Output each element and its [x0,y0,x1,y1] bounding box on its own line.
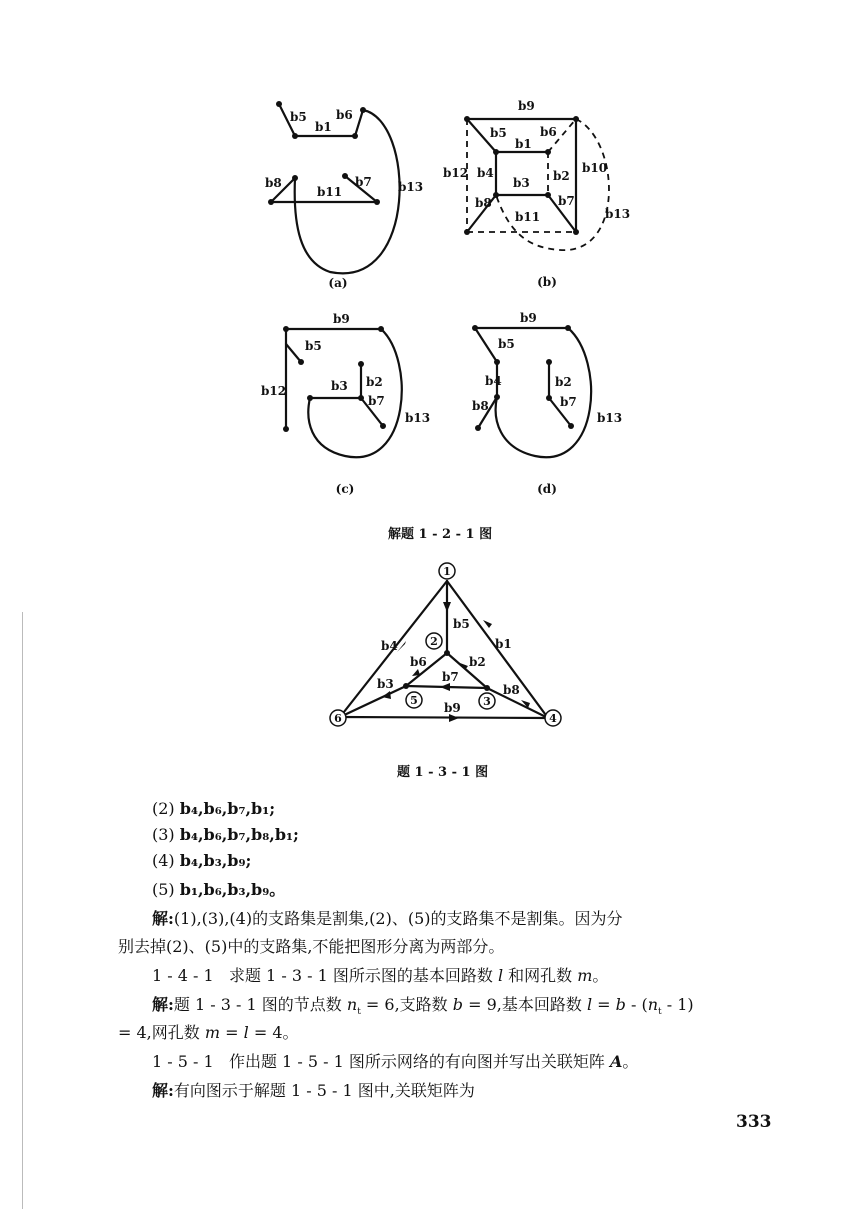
answer-line-4: (4) b₄,b₃,b₉; [152,851,252,870]
svg-text:b8: b8 [472,399,489,413]
solution-1-4-1-cont: = 4,网孔数 m = l = 4。 [118,1023,299,1042]
panel-label-b: (b) [537,275,557,289]
svg-text:b6: b6 [540,125,557,139]
svg-text:b11: b11 [317,185,343,199]
svg-text:b1: b1 [515,137,532,151]
node-2: 2 [430,635,438,648]
answer-line-3: (3) b₄,b₆,b₇,b₈,b₁; [152,825,299,844]
svg-text:b8: b8 [265,176,282,190]
svg-text:b13: b13 [398,180,424,194]
svg-text:b13: b13 [597,411,623,425]
answer-line-5: (5) b₁,b₆,b₃,b₉。 [152,880,286,899]
svg-text:b5: b5 [453,617,470,631]
svg-text:b1: b1 [315,120,332,134]
problem-1-5-1: 1 - 5 - 1 作出题 1 - 5 - 1 图所示网络的有向图并写出关联矩阵 A。 [152,1052,639,1071]
solution-1-5-1: 解:有向图示于解题 1 - 5 - 1 图中,关联矩阵为 [152,1081,475,1100]
svg-text:b9: b9 [444,701,461,715]
svg-text:b4: b4 [477,166,494,180]
svg-text:b2: b2 [469,655,486,669]
svg-text:b9: b9 [333,312,350,326]
solution-1-4-1: 解:题 1 - 3 - 1 图的节点数 $n_t = 6$,支路数 b = 9,基本回路数 $l = b - (n_t - 1)$ [152,995,694,1018]
svg-text:b10: b10 [582,161,608,175]
svg-text:b12: b12 [443,166,469,180]
svg-text:b9: b9 [520,311,537,325]
svg-text:b11: b11 [515,210,541,224]
figure-caption-1-3-1: 题 1 - 3 - 1 图 [397,765,489,780]
svg-text:b1: b1 [495,637,512,651]
svg-text:b12: b12 [261,384,287,398]
panel-label-a: (a) [328,276,348,290]
svg-text:b7: b7 [558,194,575,208]
svg-text:b7: b7 [442,670,459,684]
solution-paragraph-1-cont: 别去掉(2)、(5)中的支路集,不能把图形分离为两部分。 [118,937,505,956]
panel-label-d: (d) [537,482,557,496]
answer-line-2: (2) b₄,b₆,b₇,b₁; [152,799,276,818]
node-3: 3 [483,695,491,708]
node-4: 4 [549,712,557,725]
svg-text:b5: b5 [305,339,322,353]
solution-paragraph-1: 解:(1),(3),(4)的支路集是割集,(2)、(5)的支路集不是割集。因为分 [152,909,623,928]
panel-label-c: (c) [335,482,355,496]
svg-text:b7: b7 [560,395,577,409]
svg-text:b7: b7 [355,175,372,189]
svg-text:b3: b3 [331,379,348,393]
svg-text:b13: b13 [605,207,631,221]
svg-text:b8: b8 [475,196,492,210]
svg-text:b4: b4 [485,374,502,388]
svg-text:b5: b5 [290,110,307,124]
svg-text:b5: b5 [490,126,507,140]
svg-text:b3: b3 [513,176,530,190]
node-1: 1 [443,565,451,578]
svg-text:b3: b3 [377,677,394,691]
svg-text:b5: b5 [498,337,515,351]
svg-text:b8: b8 [503,683,520,697]
svg-text:b2: b2 [555,375,572,389]
svg-text:b6: b6 [336,108,353,122]
page-number: 333 [736,1112,772,1132]
node-5: 5 [410,694,418,707]
node-6: 6 [334,712,342,725]
svg-text:b4: b4 [381,639,398,653]
svg-text:b2: b2 [553,169,570,183]
problem-1-4-1: 1 - 4 - 1 求题 1 - 3 - 1 图所示图的基本回路数 l 和网孔数 m。 [152,966,609,985]
svg-text:b9: b9 [518,99,535,113]
svg-text:b7: b7 [368,394,385,408]
svg-text:b6: b6 [410,655,427,669]
margin-rule [22,612,23,1209]
svg-text:b2: b2 [366,375,383,389]
svg-text:b13: b13 [405,411,431,425]
figure-caption-1-2-1: 解题 1 - 2 - 1 图 [388,527,493,542]
